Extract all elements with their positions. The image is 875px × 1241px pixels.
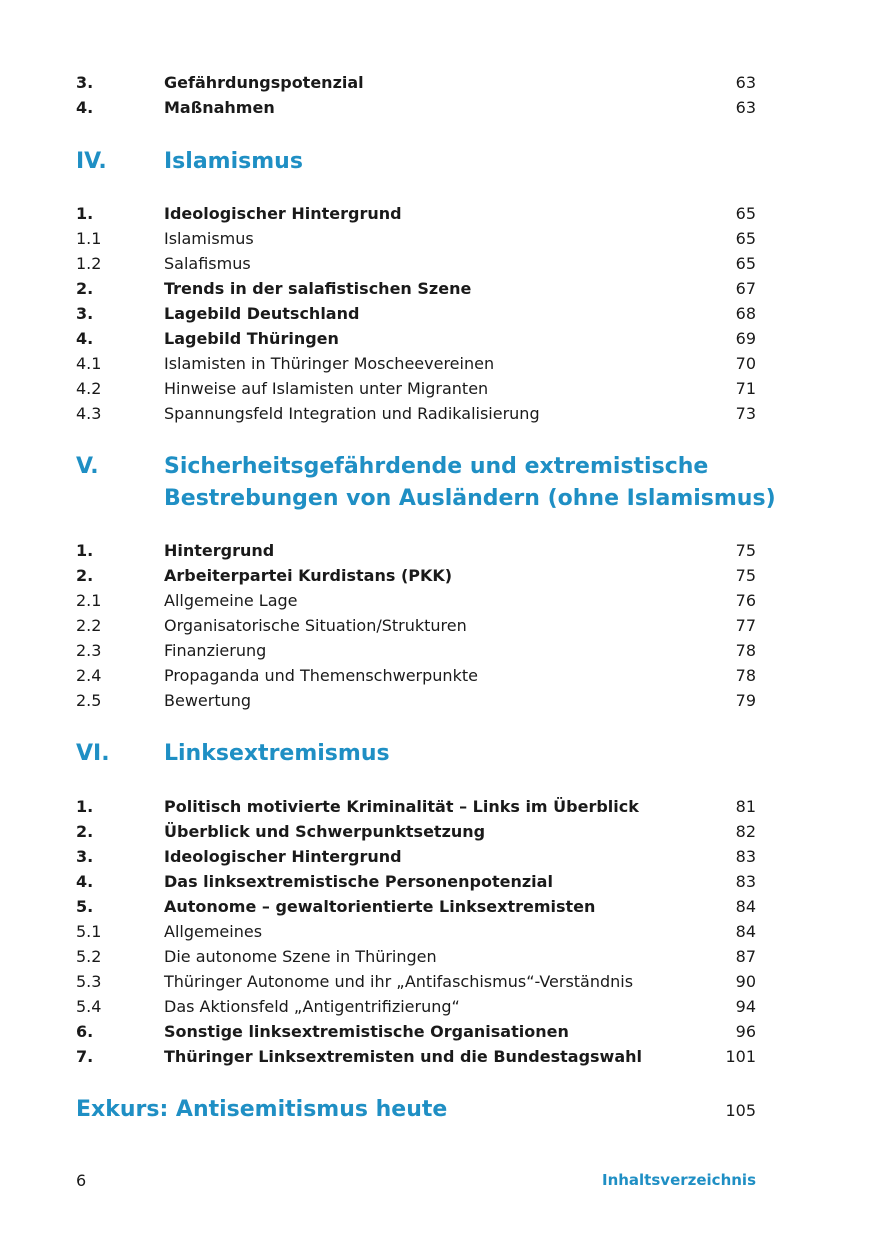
entry-page: 73 <box>735 404 756 423</box>
entry-page: 65 <box>735 229 756 248</box>
entry-number: 3. <box>76 73 94 92</box>
entry-page: 87 <box>735 947 756 966</box>
entry-number: 7. <box>76 1047 94 1066</box>
entry-page: 68 <box>735 304 756 323</box>
entry-title: Hintergrund <box>164 541 275 560</box>
entry-title: Propaganda und Themenschwerpunkte <box>164 666 478 685</box>
entry-page: 78 <box>735 666 756 685</box>
exkurs-title: Exkurs: Antisemitismus heute <box>76 1097 448 1122</box>
toc-entry <box>76 919 756 944</box>
entry-number: 2.2 <box>76 616 102 635</box>
entry-page: 69 <box>735 329 756 348</box>
entry-number: 3. <box>76 847 94 866</box>
toc-entry <box>76 794 756 819</box>
entry-number: 1.1 <box>76 229 102 248</box>
entry-title: Thüringer Autonome und ihr „Antifaschismus“-Verständnis <box>164 972 634 991</box>
footer-section-title: Inhaltsverzeichnis <box>601 1171 756 1189</box>
exkurs-page: 105 <box>725 1101 756 1120</box>
section-number: V. <box>76 454 99 479</box>
entry-number: 1. <box>76 204 94 223</box>
entry-number: 4. <box>76 329 94 348</box>
toc-entry <box>76 894 756 919</box>
entry-number: 5.4 <box>76 997 102 1016</box>
entry-page: 81 <box>735 797 756 816</box>
toc-entry <box>76 538 756 563</box>
section-number: IV. <box>76 149 107 174</box>
entry-title: Thüringer Linksextremisten und die Bundestagswahl <box>164 1047 643 1066</box>
entry-title: Spannungsfeld Integration und Radikalisierung <box>164 404 540 423</box>
toc-entry <box>76 1044 756 1069</box>
toc-entry <box>76 819 756 844</box>
entry-number: 2.5 <box>76 691 102 710</box>
entry-title: Autonome – gewaltorientierte Linksextremisten <box>164 897 596 916</box>
entry-page: 70 <box>735 354 756 373</box>
entry-title: Ideologischer Hintergrund <box>164 847 402 866</box>
entry-number: 4.2 <box>76 379 102 398</box>
entry-page: 79 <box>735 691 756 710</box>
entry-page: 63 <box>735 98 756 117</box>
page-footer <box>76 1168 756 1193</box>
toc-entry <box>76 613 756 638</box>
toc-entry <box>76 70 756 95</box>
entry-title: Salafismus <box>164 254 251 273</box>
entry-number: 2. <box>76 279 94 298</box>
toc-entry <box>76 201 756 226</box>
entry-page: 84 <box>735 897 756 916</box>
entry-page: 65 <box>735 254 756 273</box>
entry-page: 82 <box>735 822 756 841</box>
section-title: Linksextremismus <box>164 741 390 766</box>
entry-number: 1. <box>76 541 94 560</box>
toc-entry <box>76 351 756 376</box>
entry-title: Überblick und Schwerpunktsetzung <box>164 822 486 841</box>
section-title: Bestrebungen von Ausländern (ohne Islamismus) <box>164 486 776 511</box>
toc-entry <box>76 251 756 276</box>
section-title: Sicherheitsgefährdende und extremistische <box>164 454 709 479</box>
entry-number: 2.1 <box>76 591 102 610</box>
entry-page: 76 <box>735 591 756 610</box>
entry-title: Hinweise auf Islamisten unter Migranten <box>164 379 489 398</box>
entry-page: 90 <box>735 972 756 991</box>
entry-number: 2. <box>76 822 94 841</box>
entry-number: 5.1 <box>76 922 102 941</box>
entry-number: 2.3 <box>76 641 102 660</box>
entry-page: 77 <box>735 616 756 635</box>
entry-title: Gefährdungspotenzial <box>164 73 364 92</box>
entry-number: 1.2 <box>76 254 102 273</box>
toc-entry <box>76 563 756 588</box>
entry-title: Allgemeines <box>164 922 263 941</box>
entry-number: 2. <box>76 566 94 585</box>
toc-entry <box>76 401 756 426</box>
toc-entry <box>76 844 756 869</box>
entry-title: Das Aktionsfeld „Antigentrifizierung“ <box>164 997 460 1016</box>
entry-title: Trends in der salafistischen Szene <box>164 279 472 298</box>
entry-title: Islamisten in Thüringer Moscheevereinen <box>164 354 495 373</box>
entry-title: Lagebild Deutschland <box>164 304 360 323</box>
entry-page: 84 <box>735 922 756 941</box>
entry-number: 4.3 <box>76 404 102 423</box>
entry-number: 5. <box>76 897 94 916</box>
entry-number: 2.4 <box>76 666 102 685</box>
entry-title: Ideologischer Hintergrund <box>164 204 402 223</box>
entry-title: Die autonome Szene in Thüringen <box>164 947 437 966</box>
toc-entry <box>76 1019 756 1044</box>
toc-entry <box>76 688 756 713</box>
page-number: 6 <box>76 1171 87 1190</box>
entry-page: 83 <box>735 872 756 891</box>
entry-title: Arbeiterpartei Kurdistans (PKK) <box>164 566 453 585</box>
toc-entry <box>76 301 756 326</box>
entry-page: 65 <box>735 204 756 223</box>
entry-page: 75 <box>735 541 756 560</box>
entry-title: Maßnahmen <box>164 98 275 117</box>
entry-title: Finanzierung <box>164 641 267 660</box>
entry-page: 67 <box>735 279 756 298</box>
entry-page: 96 <box>735 1022 756 1041</box>
section-title: Islamismus <box>164 149 303 174</box>
toc-entry <box>76 869 756 894</box>
toc-entry <box>76 95 756 120</box>
entry-title: Lagebild Thüringen <box>164 329 339 348</box>
toc-entry <box>76 276 756 301</box>
entry-title: Allgemeine Lage <box>164 591 298 610</box>
toc-entry <box>76 994 756 1019</box>
entry-number: 6. <box>76 1022 94 1041</box>
entry-title: Organisatorische Situation/Strukturen <box>164 616 467 635</box>
entry-number: 4. <box>76 98 94 117</box>
entry-title: Bewertung <box>164 691 252 710</box>
toc-entry <box>76 376 756 401</box>
toc-entry <box>76 226 756 251</box>
toc-entry <box>76 663 756 688</box>
entry-page: 101 <box>725 1047 756 1066</box>
entry-number: 5.3 <box>76 972 102 991</box>
entry-page: 63 <box>735 73 756 92</box>
entry-page: 83 <box>735 847 756 866</box>
entry-page: 75 <box>735 566 756 585</box>
toc-entry <box>76 638 756 663</box>
toc-entry <box>76 969 756 994</box>
entry-title: Das linksextremistische Personenpotenzial <box>164 872 553 891</box>
entry-title: Sonstige linksextremistische Organisationen <box>164 1022 569 1041</box>
entry-page: 78 <box>735 641 756 660</box>
toc-entry <box>76 326 756 351</box>
entry-number: 5.2 <box>76 947 102 966</box>
entry-page: 94 <box>735 997 756 1016</box>
entry-number: 1. <box>76 797 94 816</box>
toc-entry <box>76 588 756 613</box>
entry-page: 71 <box>735 379 756 398</box>
entry-number: 3. <box>76 304 94 323</box>
exkurs-entry <box>76 1094 756 1126</box>
entry-number: 4.1 <box>76 354 102 373</box>
toc-entry <box>76 944 756 969</box>
entry-title: Politisch motivierte Kriminalität – Links im Überblick <box>164 797 639 816</box>
section-number: VI. <box>76 741 110 766</box>
entry-title: Islamismus <box>164 229 254 248</box>
entry-number: 4. <box>76 872 94 891</box>
